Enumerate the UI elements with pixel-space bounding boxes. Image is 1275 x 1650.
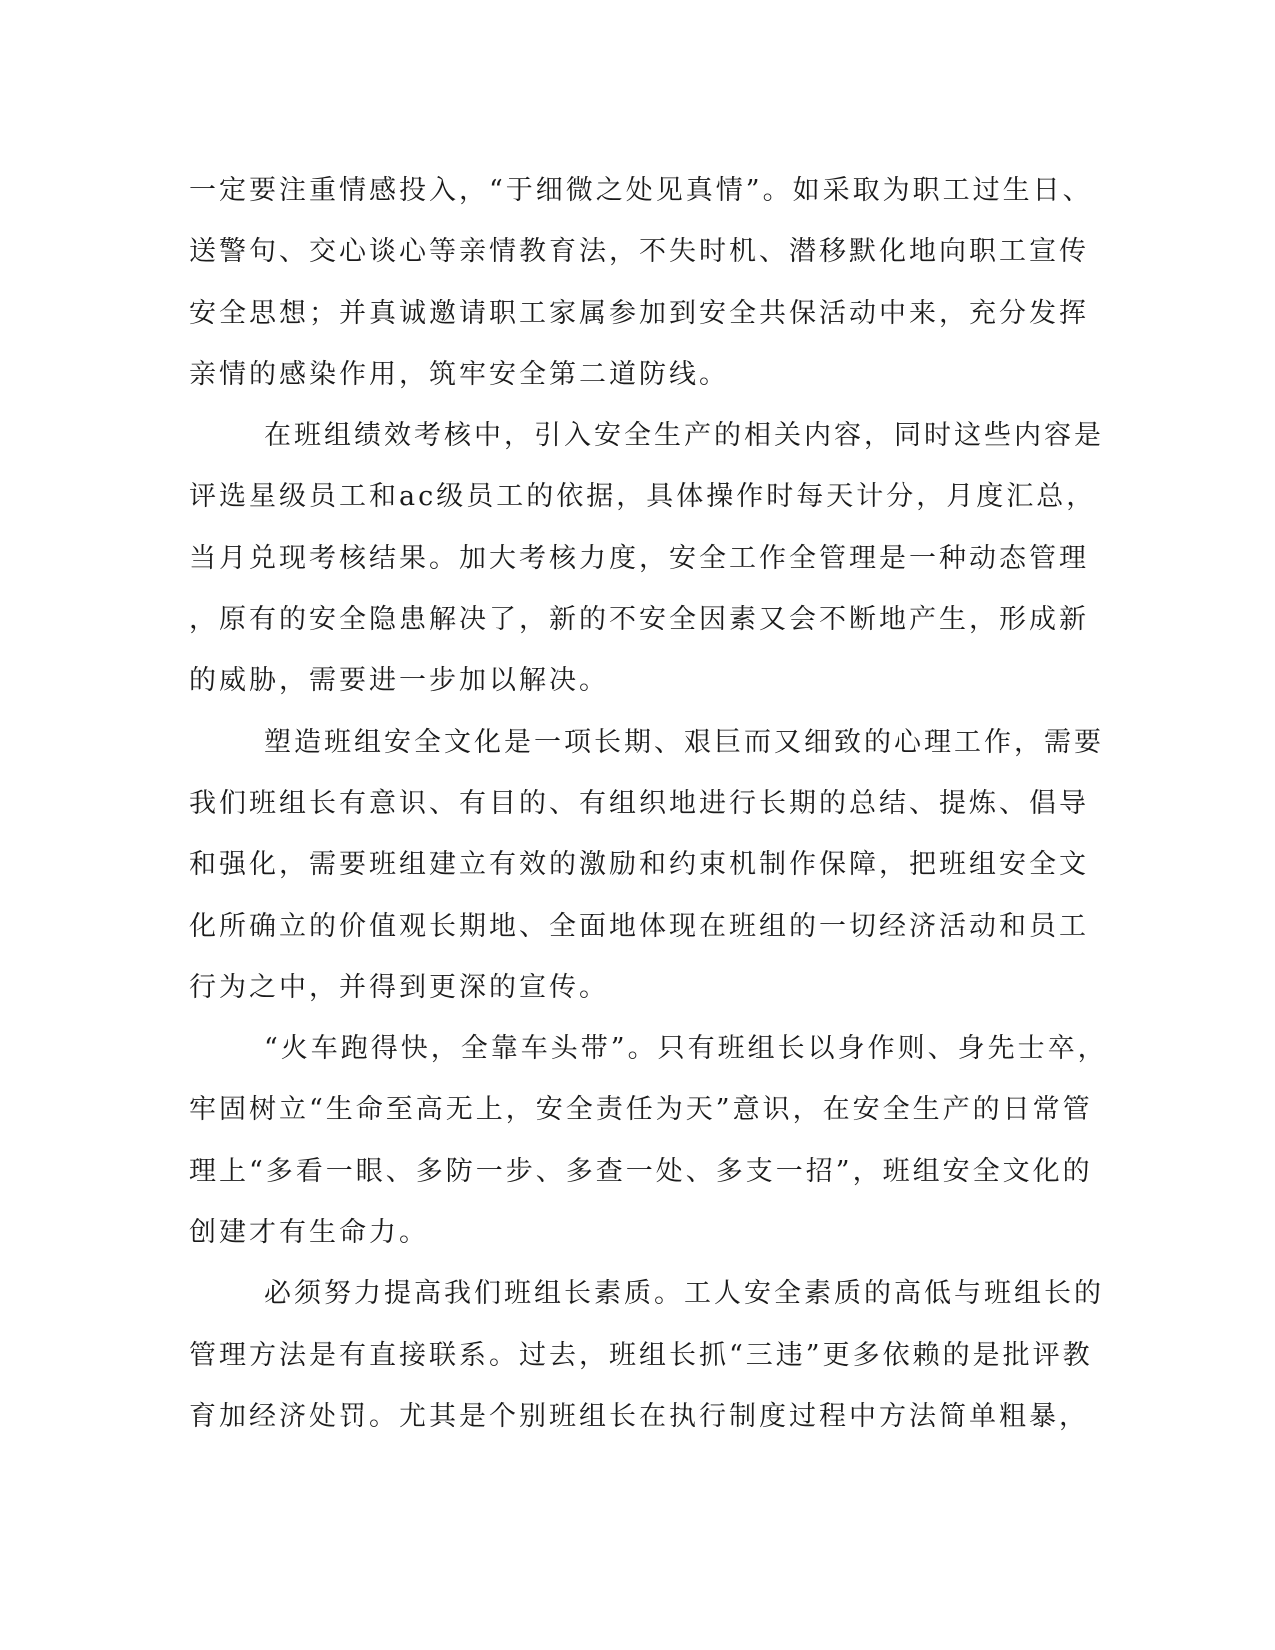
paragraph-first-line: 塑造班组安全文化是一项长期、艰巨而又细致的心理工作，需要 xyxy=(264,726,1104,758)
text-line: 亲情的感染作用，筑牢安全第二道防线。 xyxy=(189,358,729,390)
body-text xyxy=(189,160,1108,1447)
paragraph-first-line: 在班组绩效考核中，引入安全生产的相关内容，同时这些内容是 xyxy=(264,420,1104,452)
text-line: ，原有的安全隐患解决了，新的不安全因素又会不断地产生，形成新 xyxy=(189,604,1089,636)
text-line: 的威胁，需要进一步加以解决。 xyxy=(189,665,609,697)
text-line: 管理方法是有直接联系。过去，班组长抓“三违”更多依赖的是批评教 xyxy=(189,1339,1093,1371)
text-line: 育加经济处罚。尤其是个别班组长在执行制度过程中方法简单粗暴， xyxy=(189,1400,1089,1432)
text-line: 我们班组长有意识、有目的、有组织地进行长期的总结、提炼、倡导 xyxy=(189,787,1089,819)
text-line: 牢固树立“生命至高无上，安全责任为天”意识，在安全生产的日常管 xyxy=(189,1094,1093,1126)
text-line: 化所确立的价值观长期地、全面地体现在班组的一切经济活动和员工 xyxy=(189,910,1089,942)
text-line: 和强化，需要班组建立有效的激励和约束机制作保障，把班组安全文 xyxy=(189,849,1089,881)
paragraph-first-line: 必须努力提高我们班组长素质。工人安全素质的高低与班组长的 xyxy=(264,1278,1104,1310)
text-line: 一定要注重情感投入，“于细微之处见真情”。如采取为职工过生日、 xyxy=(189,175,1093,206)
text-line: 送警句、交心谈心等亲情教育法，不失时机、潜移默化地向职工宣传 xyxy=(189,236,1089,268)
paragraph-first-line: “火车跑得快，全靠车头带”。只有班组长以身作则、身先士卒， xyxy=(264,1033,1108,1065)
text-line: 创建才有生命力。 xyxy=(189,1217,429,1249)
text-line: 评选星级员工和ac级员工的依据，具体操作时每天计分，月度汇总， xyxy=(189,481,1097,513)
text-line: 理上“多看一眼、多防一步、多查一处、多支一招”，班组安全文化的 xyxy=(189,1155,1093,1187)
text-line: 安全思想；并真诚邀请职工家属参加到安全共保活动中来，充分发挥 xyxy=(189,297,1089,329)
text-line: 行为之中，并得到更深的宣传。 xyxy=(189,971,609,1003)
text-line: 当月兑现考核结果。加大考核力度，安全工作全管理是一种动态管理 xyxy=(189,542,1089,574)
